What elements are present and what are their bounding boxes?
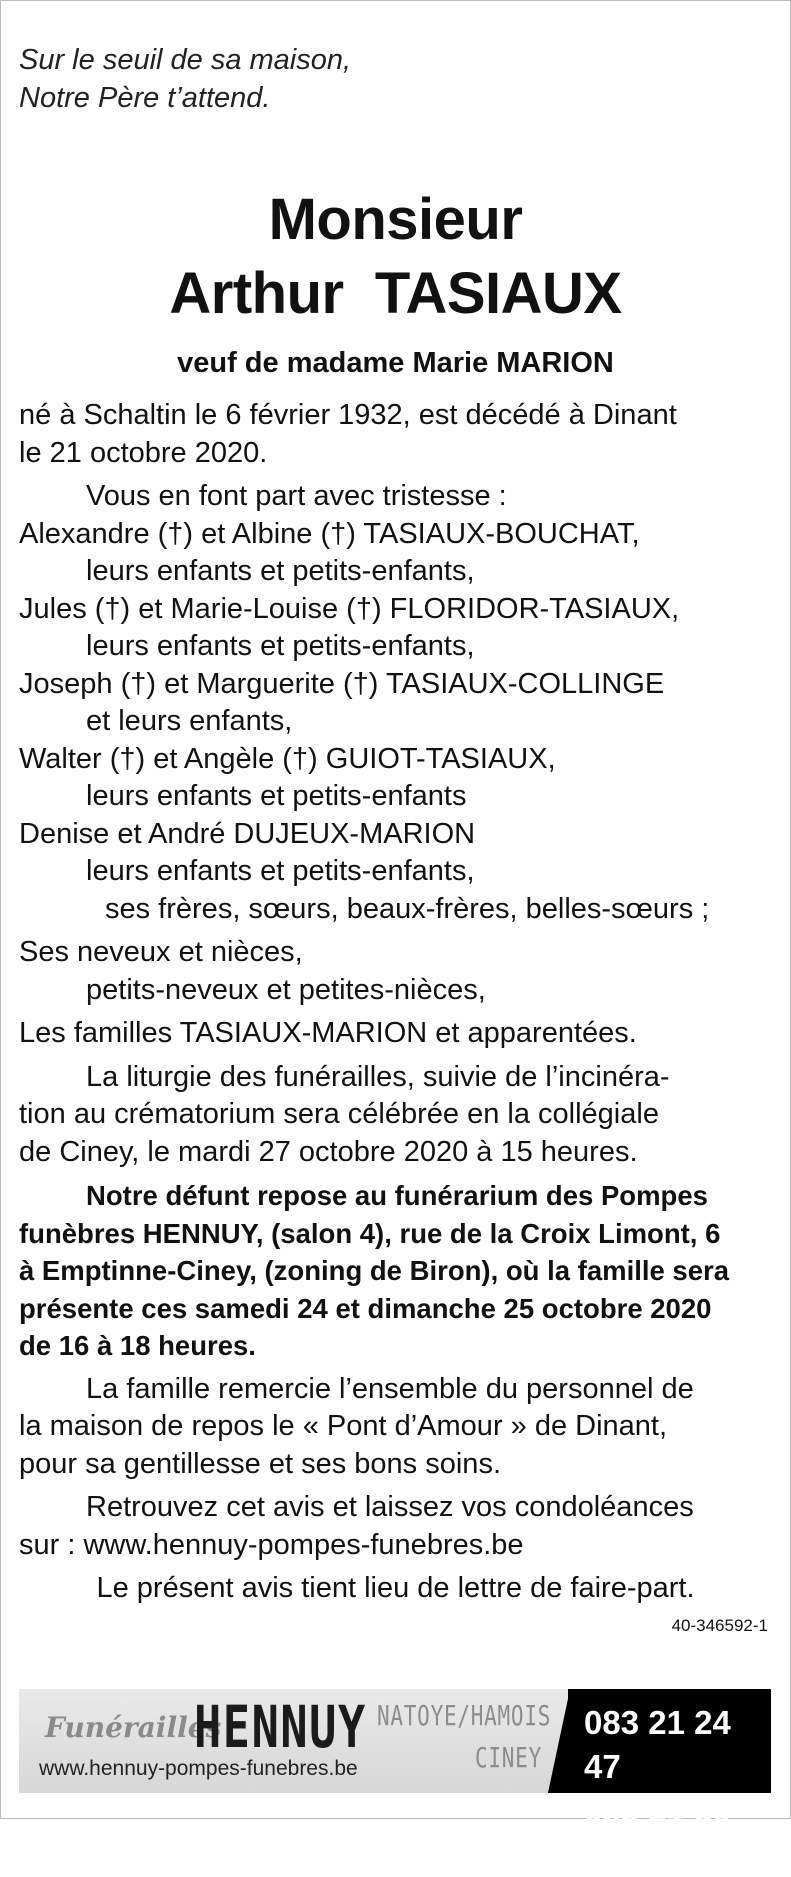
thanks-line: La famille remercie l’ensemble du personnel de xyxy=(86,1372,694,1405)
family-line: Denise et André DUJEUX-MARION xyxy=(19,817,476,850)
family-line: ses frères, sœurs, beaux-frères, belles-sœurs ; xyxy=(105,892,710,925)
family-line: Jules (†) et Marie-Louise (†) FLORIDOR-TASIAUX, xyxy=(19,592,680,625)
notice-body xyxy=(19,397,772,1608)
widow-line: veuf de madame Marie MARION xyxy=(177,347,614,379)
nephews-line: petits-neveux et petites-nièces, xyxy=(86,973,486,1006)
banner-script: Funérailles xyxy=(45,1711,222,1744)
family-line: Joseph (†) et Marguerite (†) TASIAUX-COLLINGE xyxy=(19,667,665,700)
thanks-line: la maison de repos le « Pont d’Amour » de Dinant, xyxy=(19,1410,668,1442)
family-line: leurs enfants et petits-enfants xyxy=(86,780,467,812)
heading-title: Monsieur xyxy=(268,187,523,252)
family-line: Walter (†) et Angèle (†) GUIOT-TASIAUX, xyxy=(19,742,556,775)
opening-quote xyxy=(19,41,772,117)
condolences-line: sur : www.hennuy-pompes-funebres.be xyxy=(19,1528,524,1561)
quote-line: Notre Père t’attend. xyxy=(19,82,271,114)
condolences-line: Retrouvez cet avis et laissez vos condoléances xyxy=(86,1491,694,1523)
phone-number-1: 083 21 24 47 xyxy=(584,1704,731,1785)
condolences-paragraph xyxy=(19,1489,772,1564)
intro-line: Vous en font part avec tristesse : xyxy=(86,480,507,512)
liturgy-paragraph xyxy=(19,1059,772,1172)
banner-location-2: CINEY xyxy=(475,1741,542,1774)
quote-line: Sur le seuil de sa maison, xyxy=(19,44,352,76)
family-line: leurs enfants et petits-enfants, xyxy=(86,555,475,587)
banner-brand-logo: HENNUY xyxy=(194,1693,367,1761)
thanks-paragraph xyxy=(19,1371,772,1484)
banner-brand-panel xyxy=(19,1689,568,1793)
family-line: leurs enfants et petits-enfants, xyxy=(86,855,475,887)
deceased-name-heading xyxy=(19,183,772,331)
repose-line: présente ces samedi 24 et dimanche 25 octobre 2020 xyxy=(19,1292,712,1324)
reference-number: 40-346592-1 xyxy=(671,1615,768,1635)
liturgy-line: tion au crématorium sera célébrée en la collégiale xyxy=(19,1098,659,1130)
thanks-line: pour sa gentillesse et ses bons soins. xyxy=(19,1447,501,1480)
repose-line: à Emptinne-Ciney, (zoning de Biron), où la famille sera xyxy=(19,1255,730,1286)
funeral-home-banner xyxy=(19,1689,771,1873)
birth-line: né à Schaltin le 6 février 1932, est décédé à Dinant xyxy=(19,399,677,431)
liturgy-line: de Ciney, le mardi 27 octobre 2020 à 15 heures. xyxy=(19,1135,638,1168)
heading-name: Arthur TASIAUX xyxy=(169,261,622,326)
families-line: Les familles TASIAUX-MARION et apparentées. xyxy=(19,1017,637,1049)
banner-website: www.hennuy-pompes-funebres.be xyxy=(39,1757,358,1780)
repose-line: Notre défunt repose au funérarium des Pompes xyxy=(86,1180,708,1211)
nephews-line: Ses neveux et nièces, xyxy=(19,936,303,968)
phone-number-2: 083 21 50 50 xyxy=(584,1792,731,1873)
repose-paragraph xyxy=(19,1177,772,1365)
birth-line: le 21 octobre 2020. xyxy=(19,436,268,469)
banner-location-1: NATOYE/HAMOIS xyxy=(377,1699,552,1732)
family-line: Alexandre (†) et Albine (†) TASIAUX-BOUCHAT, xyxy=(19,517,640,550)
closing-line: Le présent avis tient lieu de lettre de faire-part. xyxy=(96,1572,695,1604)
repose-line: de 16 à 18 heures. xyxy=(19,1330,256,1361)
banner-phone-panel xyxy=(568,1689,771,1873)
family-line: et leurs enfants, xyxy=(86,705,293,737)
liturgy-line: La liturgie des funérailles, suivie de l’incinéra- xyxy=(86,1060,670,1093)
repose-line: funèbres HENNUY, (salon 4), rue de la Croix Limont, 6 xyxy=(19,1217,721,1249)
family-line: leurs enfants et petits-enfants, xyxy=(86,630,475,662)
